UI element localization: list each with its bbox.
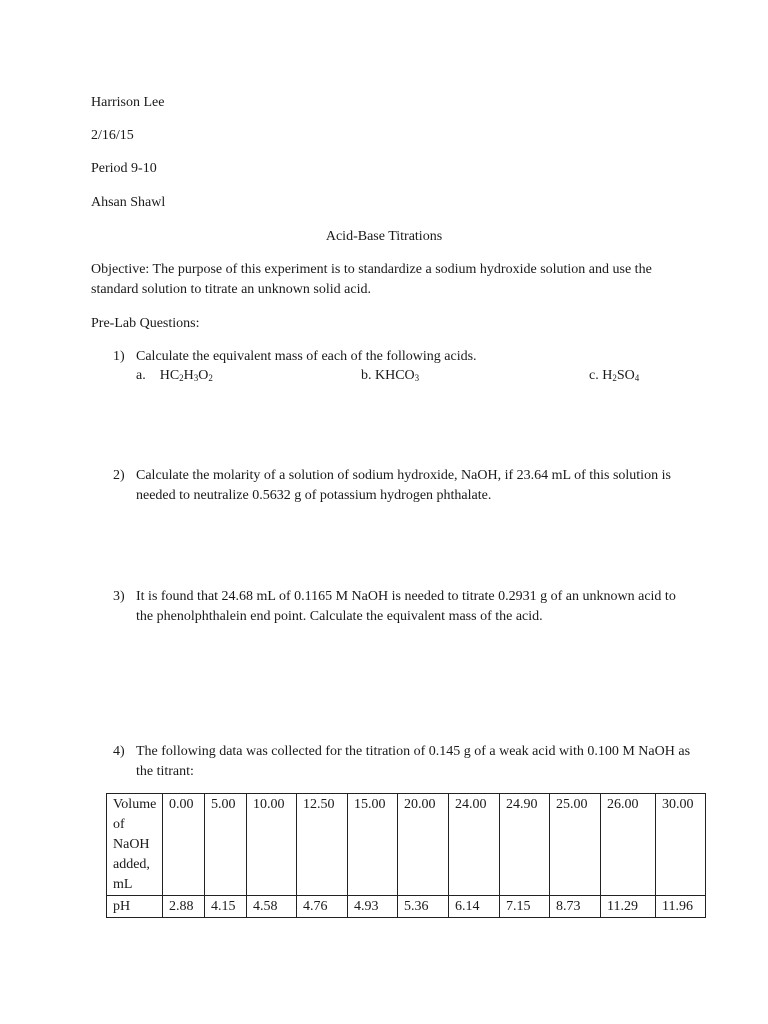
ph-cell: 11.29 — [601, 896, 656, 918]
option-c-formula: $H_2SO_4$ — [602, 368, 640, 383]
objective-text: Objective: The purpose of this experiment is to standardize a sodium hydroxide solution and use the standard solution to titrate an unknown solid acid. — [91, 262, 652, 297]
date: 2/16/15 — [91, 128, 134, 143]
volume-cell: 26.00 — [601, 794, 656, 896]
question-2-text: Calculate the molarity of a solution of sodium hydroxide, NaOH, if 23.64 mL of this solution is needed to neutralize 0.5632 g of potassium hydrogen phthalate. — [136, 468, 671, 503]
ph-cell: 2.88 — [163, 896, 205, 918]
option-b-formula: $KHCO_3$ — [375, 368, 420, 383]
volume-cell: 24.90 — [500, 794, 550, 896]
ph-cell: 4.58 — [247, 896, 297, 918]
volume-cell: 5.00 — [205, 794, 247, 896]
table-row-volume — [107, 794, 706, 896]
question-3-text: It is found that 24.68 mL of 0.1165 M NaOH is needed to titrate 0.2931 g of an unknown acid to the phenolphthalein end point. Calculate the equivalent mass of the acid. — [136, 589, 676, 624]
class-period: Period 9-10 — [91, 161, 157, 176]
question-1-option-b — [361, 366, 419, 386]
question-1-option-c — [589, 366, 639, 386]
volume-cell: 24.00 — [449, 794, 500, 896]
ph-header-cell: pH — [107, 896, 163, 918]
volume-cell: 20.00 — [398, 794, 449, 896]
option-a-label: a. — [136, 368, 146, 383]
document-title: Acid-Base Titrations — [325, 229, 443, 244]
volume-header-cell: Volume of NaOH added, mL — [107, 794, 163, 896]
question-2-number: 2) — [113, 468, 125, 483]
teacher-name: Ahsan Shawl — [91, 195, 166, 210]
ph-cell: 4.76 — [297, 896, 348, 918]
question-1-text: Calculate the equivalent mass of each of the following acids. — [136, 349, 477, 364]
volume-cell: 15.00 — [348, 794, 398, 896]
ph-cell: 6.14 — [449, 896, 500, 918]
titration-data-table — [106, 793, 706, 918]
question-1-number: 1) — [113, 349, 125, 364]
question-4-number: 4) — [113, 744, 125, 759]
ph-cell: 4.15 — [205, 896, 247, 918]
volume-cell: 25.00 — [550, 794, 601, 896]
option-b-label: b. — [361, 368, 372, 383]
ph-cell: 5.36 — [398, 896, 449, 918]
option-c-label: c. — [589, 368, 599, 383]
volume-cell: 30.00 — [656, 794, 706, 896]
table-row-ph — [107, 896, 706, 918]
ph-cell: 4.93 — [348, 896, 398, 918]
volume-cell: 12.50 — [297, 794, 348, 896]
volume-cell: 10.00 — [247, 794, 297, 896]
option-a-formula: $HC_2H_3O_2$ — [159, 368, 213, 383]
ph-cell: 7.15 — [500, 896, 550, 918]
volume-cell: 0.00 — [163, 794, 205, 896]
question-4-text: The following data was collected for the titration of 0.145 g of a weak acid with 0.100 M NaOH as the titrant: — [136, 744, 691, 779]
question-3-number: 3) — [113, 589, 125, 604]
ph-cell: 11.96 — [656, 896, 706, 918]
question-1-option-a — [136, 366, 213, 386]
ph-cell: 8.73 — [550, 896, 601, 918]
student-name: Harrison Lee — [91, 95, 165, 110]
prelab-heading: Pre-Lab Questions: — [91, 316, 200, 331]
